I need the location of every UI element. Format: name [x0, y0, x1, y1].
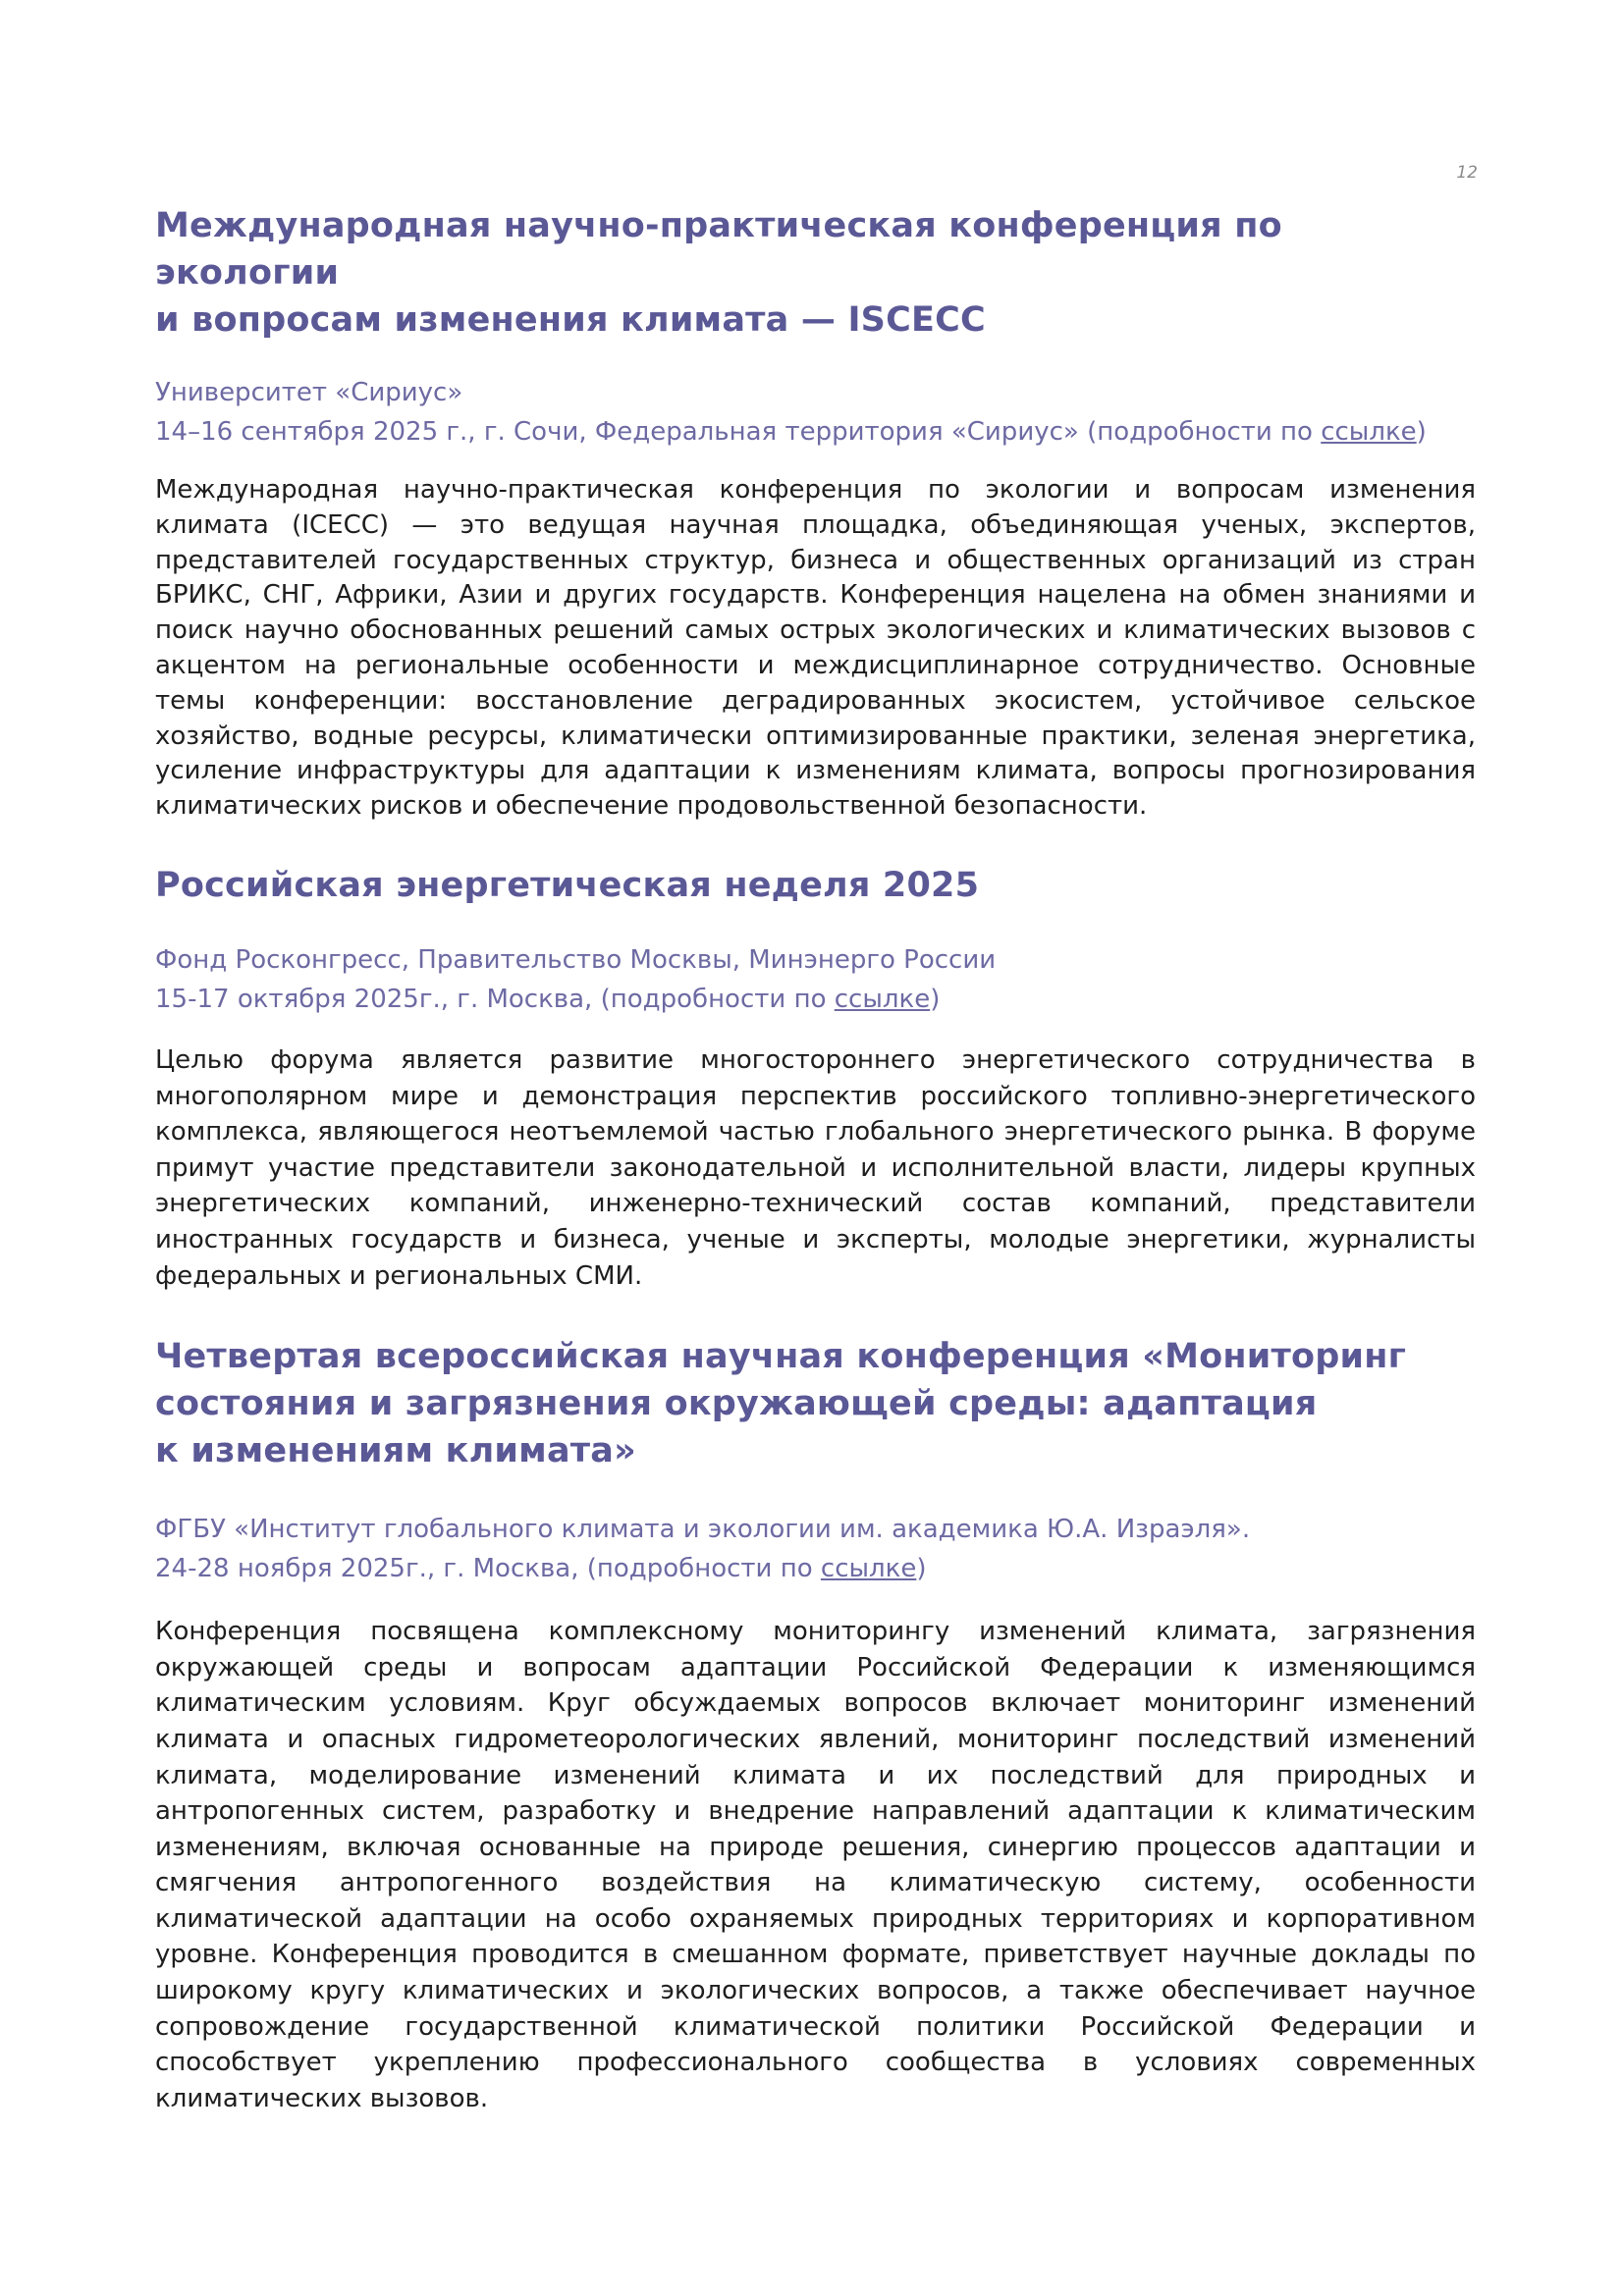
page-content — [155, 202, 1476, 2116]
details-link[interactable]: ссылке — [820, 1554, 917, 1584]
event-date-location — [155, 1549, 1476, 1588]
event-title-line: к изменениям климата» — [155, 1431, 636, 1471]
event-date-suffix: ) — [930, 984, 941, 1014]
page-number: 12 — [1456, 163, 1478, 183]
event-title — [155, 202, 1476, 344]
event-organizer: Университет «Сириус» — [155, 378, 463, 407]
event-date-location — [155, 980, 1476, 1019]
event-description: Целью форума является развитие многостороннего энергетического сотрудничества в многополярном мире и демонстрация перспектив российского топливно-энергетического комплекса, являющегося неотъемлемой частью глобального энергетического рынка. В форуме примут участие представители законодательной и исполнительной власти, лидеры крупных энергетических компаний, инженерно-технический состав компаний, представители иностранных государств и бизнеса, ученые и эксперты, молодые энергетики, журналисты федеральных и региональных СМИ. — [155, 1044, 1476, 1291]
event-organizer: ФГБУ «Институт глобального климата и экологии им. академика Ю.А. Израэля». — [155, 1515, 1251, 1545]
details-link[interactable]: ссылке — [1321, 417, 1417, 447]
event-title-line: и вопросам изменения климата — ISCECC — [155, 300, 986, 340]
details-link[interactable]: ссылке — [834, 984, 931, 1014]
event-description: Конференция посвящена комплексному мониторингу изменений климата, загрязнения окружающей среды и вопросам адаптации Российской Федерации к изменяющимся климатическим условиям. Круг обсуждаемых вопросов включает мониторинг изменений климата и опасных гидрометеорологических явлений, мониторинг последствий изменений климата, моделирование изменений климата и их последствий для природных и антропогенных систем, разработку и внедрение направлений адаптации к климатическим изменениям, включая основанные на природе решения, синергию процессов адаптации и смягчения антропогенного воздействия на климатическую систему, особенности климатической адаптации на особо охраняемых природных территориях и корпоративном уровне. Конференция проводится в смешанном формате, приветствует научные доклады по широкому кругу климатических и экологических вопросов, а также обеспечивает научное сопровождение государственной климатической политики Российской Федерации и способствует укреплению профессионального сообщества в условиях современных климатических вызовов. — [155, 1617, 1476, 2113]
event-section — [155, 862, 1476, 1294]
event-date-location — [155, 412, 1476, 452]
event-title-line: состояния и загрязнения окружающей среды: адаптация — [155, 1384, 1318, 1424]
event-title-line: Международная научно-практическая конференция по экологии — [155, 206, 1282, 293]
event-meta — [155, 1510, 1476, 1588]
event-date-text: 14–16 сентября 2025 г., г. Сочи, Федеральная территория «Сириус» (подробности по — [155, 417, 1322, 447]
event-title-line: Четвертая всероссийская научная конференция «Мониторинг — [155, 1337, 1407, 1377]
event-title — [155, 862, 1476, 909]
event-title-line: Российская энергетическая неделя 2025 — [155, 865, 980, 905]
event-meta — [155, 373, 1476, 452]
event-title — [155, 1333, 1476, 1474]
event-section — [155, 1333, 1476, 2116]
event-organizer: Фонд Росконгресс, Правительство Москвы, Минэнерго России — [155, 944, 997, 975]
event-date-suffix: ) — [916, 1554, 927, 1584]
event-section — [155, 202, 1476, 825]
event-description: Международная научно-практическая конференция по экологии и вопросам изменения климата (ICECC) — это ведущая научная площадка, объединяющая ученых, экспертов, представителей государственных структур, бизнеса и общественных организаций из стран БРИКС, СНГ, Африки, Азии и других государств. Конференция нацелена на обмен знаниями и поиск научно обоснованных решений самых острых экологических и климатических вызовов с акцентом на региональные особенности и междисциплинарное сотрудничество. Основные темы конференции: восстановление деградированных экосистем, устойчивое сельское хозяйство, водные ресурсы, климатически оптимизированные практики, зеленая энергетика, усиление инфраструктуры для адаптации к изменениям климата, вопросы прогнозирования климатических рисков и обеспечение продовольственной безопасности. — [155, 475, 1476, 822]
event-meta — [155, 940, 1476, 1019]
event-date-text: 15-17 октября 2025г., г. Москва, (подробности по — [155, 984, 835, 1014]
event-date-suffix: ) — [1416, 417, 1427, 447]
event-date-text: 24-28 ноября 2025г., г. Москва, (подробности по — [155, 1554, 821, 1584]
